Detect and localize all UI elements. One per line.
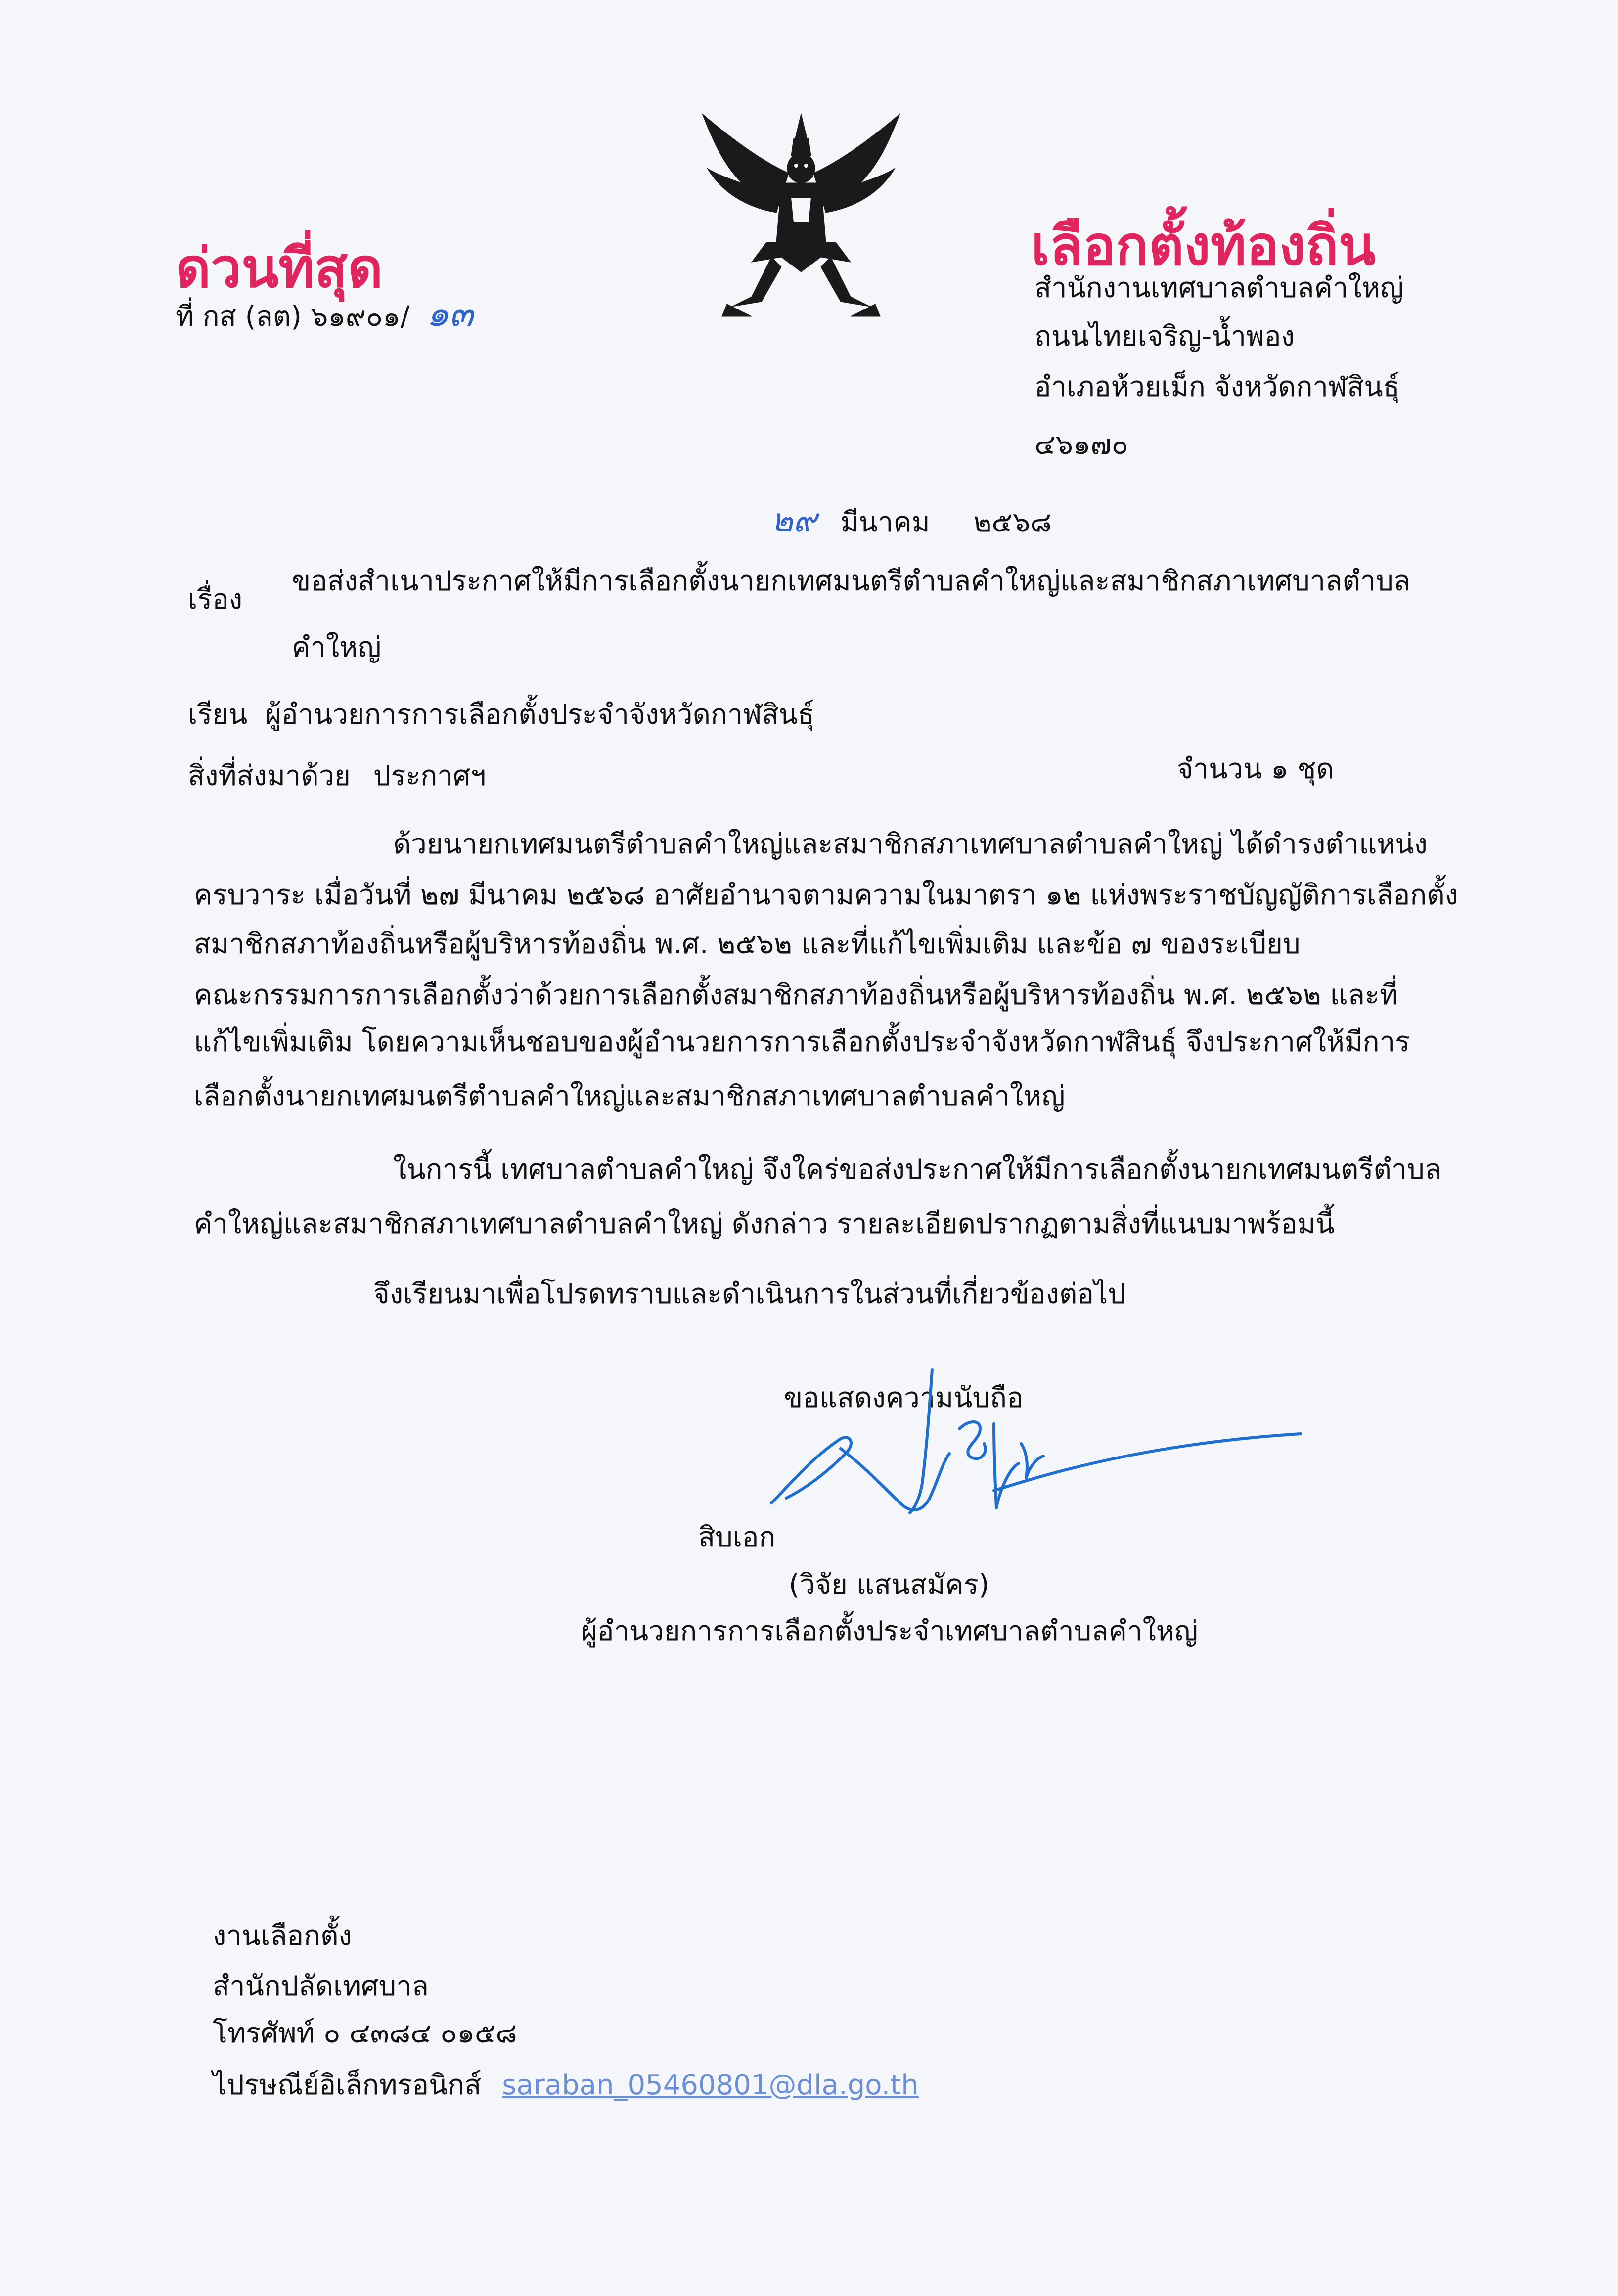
paragraph-line: ในการนี้ เทศบาลตำบลคำใหญ่ จึงใคร่ขอส่งประกาศให้มีการเลือกตั้งนายกเทศมนตรีตำบล [393, 1153, 1442, 1186]
subject-label: เรื่อง [188, 583, 243, 616]
enclosure-label: สิ่งที่ส่งมาด้วย [188, 760, 351, 792]
recipient-value: ผู้อำนวยการการเลือกตั้งประจำจังหวัดกาฬสินธุ์ [265, 699, 815, 731]
reference-prefix: ที่ กส (ลต) ๖๑๙๐๑/ [176, 301, 410, 333]
footer-email-label: ไปรษณีย์อิเล็กทรอนิกส์ [213, 2069, 482, 2101]
date-year: ๒๕๖๘ [973, 506, 1052, 538]
date-month: มีนาคม [840, 506, 930, 538]
signer-rank: สิบเอก [698, 1521, 776, 1553]
paragraph-line: ด้วยนายกเทศมนตรีตำบลคำใหญ่และสมาชิกสภาเทศบาลตำบลคำใหญ่ ได้ดำรงตำแหน่ง [393, 828, 1428, 860]
paragraph-line: ครบวาระ เมื่อวันที่ ๒๗ มีนาคม ๒๕๖๘ อาศัยอำนาจตามความในมาตรา ๑๒ แห่งพระราชบัญญัติการเลือกตั้ง [194, 879, 1458, 911]
signer-name: (วิจัย แสนสมัคร) [789, 1569, 989, 1601]
signer-position: ผู้อำนวยการการเลือกตั้งประจำเทศบาลตำบลคำใหญ่ [581, 1615, 1198, 1647]
recipient-label: เรียน [188, 699, 248, 731]
sender-address-line: ถนนไทยเจริญ-น้ำพอง [1034, 320, 1295, 353]
paragraph-line: แก้ไขเพิ่มเติม โดยความเห็นชอบของผู้อำนวยการการเลือกตั้งประจำจังหวัดกาฬสินธุ์ จึงประกาศให้มีการ [194, 1026, 1410, 1058]
urgency-label: ด่วนที่สุด [176, 236, 383, 300]
footer-email-link[interactable]: saraban_05460801@dla.go.th [502, 2069, 919, 2101]
reference-number [176, 293, 474, 334]
enclosure-quantity: จำนวน ๑ ชุด [1177, 753, 1334, 785]
sender-address-line: สำนักงานเทศบาลตำบลคำใหญ่ [1034, 272, 1404, 304]
paragraph-line: จึงเรียนมาเพื่อโปรดทราบและดำเนินการในส่วนที่เกี่ยวข้องต่อไป [373, 1278, 1125, 1310]
paragraph-line: คณะกรรมการการเลือกตั้งว่าด้วยการเลือกตั้งสมาชิกสภาท้องถิ่นหรือผู้บริหารท้องถิ่น พ.ศ. ๒๕๖๒ และที่ [194, 979, 1398, 1011]
paragraph-line: สมาชิกสภาท้องถิ่นหรือผู้บริหารท้องถิ่น พ.ศ. ๒๕๖๒ และที่แก้ไขเพิ่มเติม และข้อ ๗ ของระเบียบ [194, 928, 1301, 960]
date-day-handwritten: ๒๙ [771, 501, 817, 539]
enclosure [188, 762, 486, 790]
election-category-label: เลือกตั้งท้องถิ่น [1031, 214, 1376, 277]
sender-address-postcode: ๔๖๑๗๐ [1034, 429, 1128, 461]
footer-department: งานเลือกตั้ง [213, 1920, 352, 1952]
subject-line: คำใหญ่ [292, 631, 381, 663]
recipient [188, 701, 814, 729]
sender-address-line: อำเภอห้วยเม็ก จังหวัดกาฬสินธุ์ [1034, 371, 1400, 403]
subject-line: ขอส่งสำเนาประกาศให้มีการเลือกตั้งนายกเทศมนตรีตำบลคำใหญ่และสมาชิกสภาเทศบาลตำบล [292, 565, 1411, 597]
closing-salutation: ขอแสดงความนับถือ [784, 1382, 1024, 1414]
enclosure-value: ประกาศฯ [373, 760, 486, 792]
paragraph-line: เลือกตั้งนายกเทศมนตรีตำบลคำใหญ่และสมาชิกสภาเทศบาลตำบลคำใหญ่ [194, 1080, 1065, 1112]
garuda-emblem-icon [692, 109, 910, 321]
footer-office: สำนักปลัดเทศบาล [213, 1970, 429, 2002]
document-date [771, 501, 1052, 539]
footer-phone: โทรศัพท์ ๐ ๔๓๘๔ ๐๑๕๘ [213, 2017, 517, 2049]
reference-handwritten-number: ๑๓ [426, 293, 474, 334]
footer-email [213, 2069, 919, 2101]
signature-icon [752, 1365, 1320, 1572]
paragraph-line: คำใหญ่และสมาชิกสภาเทศบาลตำบลคำใหญ่ ดังกล่าว รายละเอียดปรากฏตามสิ่งที่แนบมาพร้อมนี้ [194, 1208, 1335, 1240]
